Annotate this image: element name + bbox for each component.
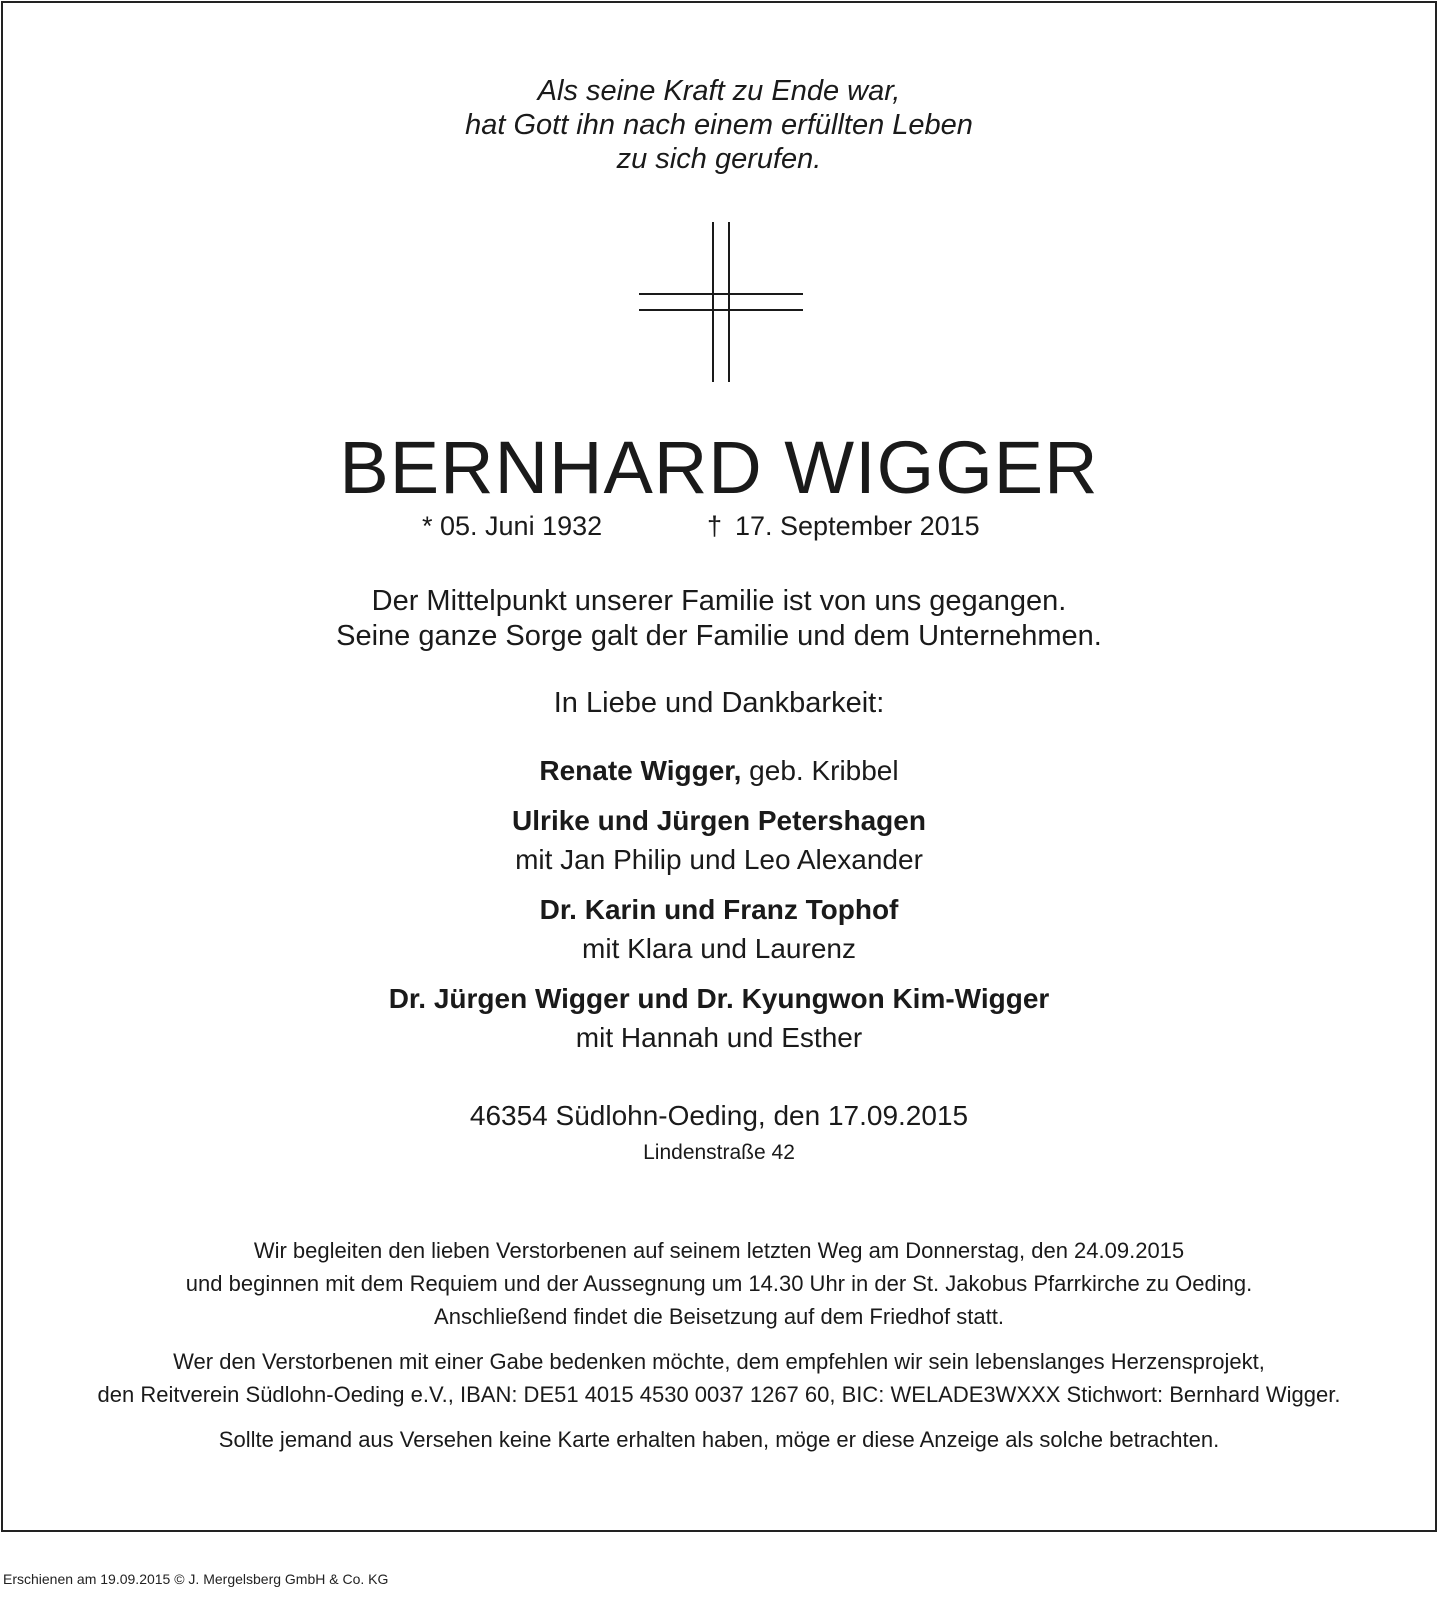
publication-footer: Erschienen am 19.09.2015 © J. Mergelsberg GmbH & Co. KG — [3, 1571, 389, 1587]
funeral-line-2: und beginnen mit dem Requiem und der Aussegnung um 14.30 Uhr in der St. Jakobus Pfarrkirche zu Oeding. — [185, 1271, 1253, 1296]
death-date-group — [707, 509, 980, 543]
mourner-3-name: Dr. Karin und Franz Tophof — [539, 894, 899, 925]
tribute-line-2: Seine ganze Sorge galt der Familie und dem Unternehmen. — [336, 620, 1102, 652]
mourner-1 — [3, 754, 1435, 793]
funeral-line-1: Wir begleiten den lieben Verstorbenen auf seinem letzten Weg am Donnerstag, den 24.09.2015 — [253, 1238, 1185, 1263]
mourner-2-name: Ulrike und Jürgen Petershagen — [512, 805, 926, 836]
deceased-name: BERNHARD WIGGER — [339, 426, 1099, 509]
mourner-3-children: mit Klara und Laurenz — [582, 933, 856, 964]
motto-line-1: Als seine Kraft zu Ende war, — [537, 75, 901, 107]
mourner-2-children: mit Jan Philip und Leo Alexander — [515, 844, 923, 875]
obituary-notice — [1, 1, 1437, 1532]
life-dates — [3, 509, 1435, 543]
place-date: 46354 Südlohn-Oeding, den 17.09.2015 — [469, 1100, 969, 1131]
tribute-line-1: Der Mittelpunkt unserer Familie ist von uns gegangen. — [371, 585, 1067, 617]
motto-line-2: hat Gott ihn nach einem erfüllten Leben — [465, 109, 973, 141]
mourner-4-children: mit Hannah und Esther — [575, 1022, 863, 1053]
mourner-suffix: geb. Kribbel — [741, 755, 899, 786]
card-note: Sollte jemand aus Versehen keine Karte erhalten haben, möge er diese Anzeige als solche betrachten. — [218, 1427, 1220, 1452]
cross-icon — [639, 222, 803, 382]
donation-line-1: Wer den Verstorbenen mit einer Gabe bedenken möchte, dem empfehlen wir sein lebenslanges Herzensprojekt, — [173, 1349, 1265, 1374]
mourner-4-name: Dr. Jürgen Wigger und Dr. Kyungwon Kim-Wigger — [388, 983, 1050, 1014]
street-address: Lindenstraße 42 — [643, 1141, 795, 1164]
mourners-intro: In Liebe und Dankbarkeit: — [553, 687, 885, 719]
dagger-icon: † — [707, 511, 723, 541]
funeral-line-3: Anschließend findet die Beisetzung auf dem Friedhof statt. — [434, 1304, 1004, 1329]
motto-line-3: zu sich gerufen. — [616, 143, 822, 175]
mourner-name: Renate Wigger, — [539, 755, 742, 786]
birth-date: * 05. Juni 1932 — [422, 511, 603, 541]
death-date: 17. September 2015 — [735, 511, 980, 541]
donation-line-2: den Reitverein Südlohn-Oeding e.V., IBAN: DE51 4015 4530 0037 1267 60, BIC: WELADE3WXXX Stichwort: Bernhard Wigger. — [97, 1382, 1341, 1407]
